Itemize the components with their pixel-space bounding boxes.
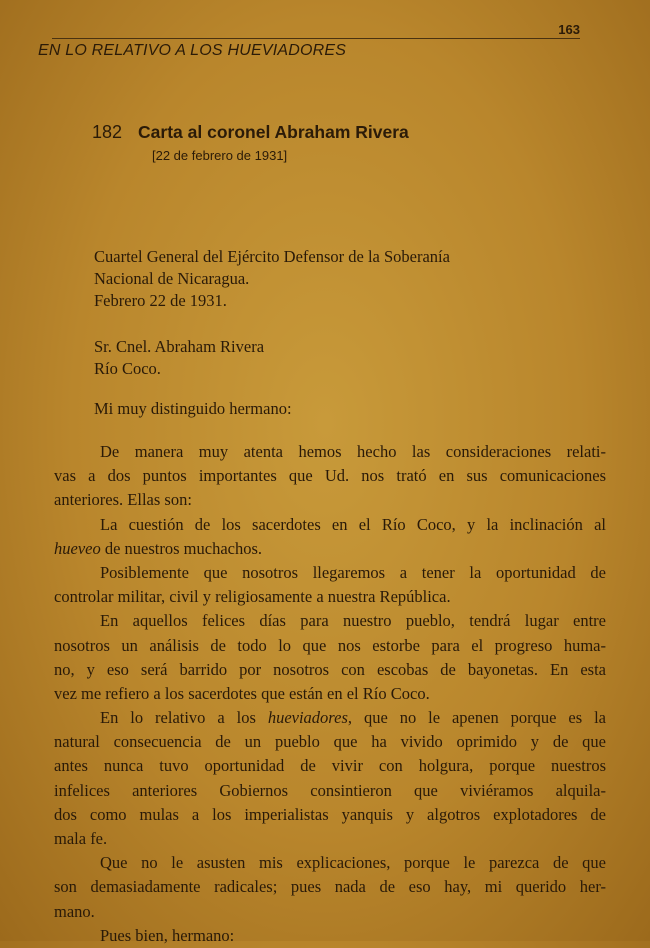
body-line: natural consecuencia de un pueblo que ha vivido oprimido y de que [54,732,606,752]
running-head: EN LO RELATIVO A LOS HUEVIADORES [38,42,347,59]
body-line: nosotros un análisis de todo lo que nos estorbe para el progreso huma- [54,635,606,655]
letterhead-line: Febrero 22 de 1931. [94,291,227,310]
header-rule [52,38,580,39]
body-line: De manera muy atenta hemos hecho las consideraciones relati- [100,442,606,461]
body-line: hueveo de nuestros muchachos. [54,538,263,558]
body-line: son demasiadamente radicales; pues nada de eso hay, mi querido her- [54,877,606,897]
body-line: vez me refiero a los sacerdotes que están en el Río Coco. [54,683,430,703]
body-line: dos como mulas a los imperialistas yanquis y algotros explotadores de [54,804,606,824]
document-number: 182 [92,122,123,142]
body-line: infelices anteriores Gobiernos consintieron que viviéramos alquila- [54,780,606,800]
body-line: mala fe. [54,829,108,848]
page-number: 163 [558,22,580,37]
addressee-line: Sr. Cnel. Abraham Rivera [94,337,265,356]
body-line: vas a dos puntos importantes que Ud. nos trató en sus comunicaciones [54,466,606,486]
body-line: no, y eso será barrido por nosotros con escobas de bayonetas. En esta [54,659,606,679]
salutation-text: Mi muy distinguido hermano: [94,399,292,418]
body-line: controlar militar, civil y religiosamente a nuestra República. [54,587,451,607]
salutation [94,398,606,420]
body-line: En lo relativo a los hueviadores, que no le apenen porque es la [100,708,606,728]
document-date: [22 de febrero de 1931] [152,148,288,163]
letterhead [94,246,606,312]
body-line: La cuestión de los sacerdotes en el Río Coco, y la inclinación al [100,514,606,534]
letter-body [54,440,606,948]
addressee [94,336,606,380]
body-line: anteriores. Ellas son: [54,490,192,510]
document-title: Carta al coronel Abraham Rivera [138,122,409,142]
body-line: En aquellos felices días para nuestro pueblo, tendrá lugar entre [100,611,606,631]
body-line: Posiblemente que nosotros llegaremos a tener la oportunidad de [100,562,606,582]
body-line: antes nunca tuvo oportunidad de vivir con holgura, porque nuestros [54,756,606,776]
body-line: Pues bien, hermano: [100,925,235,945]
letterhead-line: Cuartel General del Ejército Defensor de la Soberanía [94,247,450,266]
body-line: mano. [54,901,95,921]
document-heading [92,122,409,143]
letterhead-line: Nacional de Nicaragua. [94,269,250,288]
addressee-line: Río Coco. [94,359,161,378]
body-line: Que no le asusten mis explicaciones, porque le parezca de que [100,853,606,873]
